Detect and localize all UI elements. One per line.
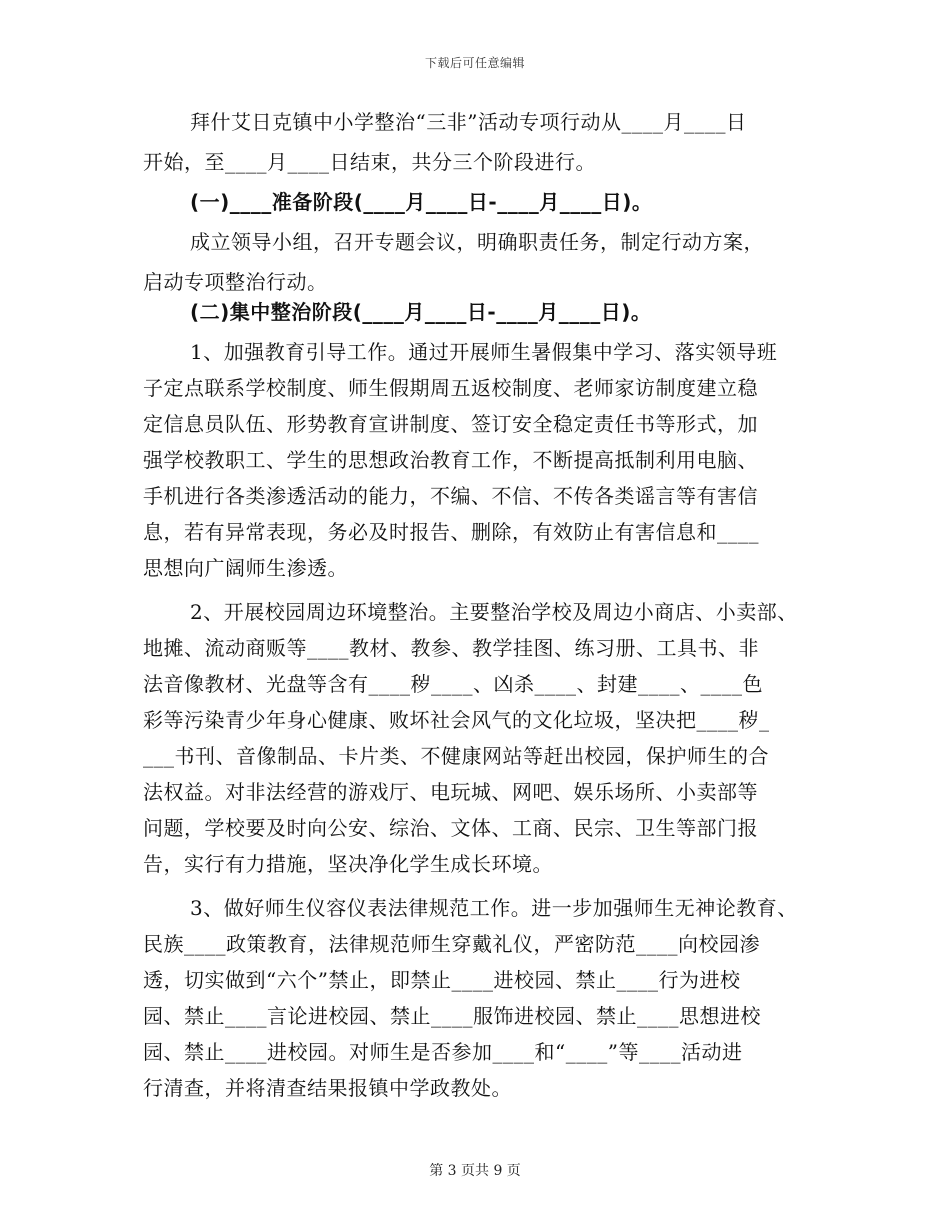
paragraph-line: 问题，学校要及时向公安、综治、文体、工商、民宗、卫生等部门报: [143, 816, 758, 840]
paragraph-line: 告，实行有力措施，坚决净化学生成长环境。: [143, 852, 553, 876]
paragraph-line: 手机进行各类渗透活动的能力，不编、不信、不传各类谣言等有害信: [143, 484, 758, 508]
paragraph-line: 透，切实做到“六个”禁止，即禁止____进校园、禁止____行为进校: [143, 968, 741, 992]
paragraph-line: 1、加强教育引导工作。通过开展师生暑假集中学习、落实领导班: [190, 340, 778, 364]
paragraph-line: ___书刊、音像制品、卡片类、不健康网站等赶出校园，保护师生的合: [143, 744, 769, 768]
section-heading-prep: (一)____准备阶段(____月____日-____月____日)。: [190, 190, 653, 214]
paragraph-line: 息，若有异常表现，务必及时报告、删除，有效防止有害信息和____: [143, 520, 759, 544]
paragraph-line: 3、做好师生仪容仪表法律规范工作。进一步加强师生无神论教育、: [190, 896, 798, 920]
paragraph-line: 法音像教材、光盘等含有____秽____、凶杀____、封建____、____色: [143, 672, 763, 696]
paragraph-line: 开始，至____月____日结束，共分三个阶段进行。: [143, 150, 596, 174]
paragraph-line: 法权益。对非法经营的游戏厅、电玩城、网吧、娱乐场所、小卖部等: [143, 780, 758, 804]
page-number: 第 3 页共 9 页: [429, 1163, 521, 1179]
section-heading-rectify: (二)集中整治阶段(____月____日-____月____日)。: [190, 300, 652, 324]
paragraph-line: 园、禁止____言论进校园、禁止____服饰进校园、禁止____思想进校: [143, 1004, 761, 1028]
page-header: 下载后可任意编辑: [424, 56, 525, 70]
paragraph-line: 地摊、流动商贩等____教材、教参、教学挂图、练习册、工具书、非: [143, 636, 759, 660]
paragraph-line: 强学校教职工、学生的思想政治教育工作，不断提高抵制利用电脑、: [143, 448, 758, 472]
paragraph-line: 行清查，并将清查结果报镇中学政教处。: [143, 1076, 512, 1100]
paragraph-line: 民族____政策教育，法律规范师生穿戴礼仪，严密防范____向校园渗: [143, 932, 760, 956]
paragraph-line: 2、开展校园周边环境整治。主要整治学校及周边小商店、小卖部、: [190, 600, 798, 624]
paragraph-line: 启动专项整治行动。: [143, 270, 328, 294]
paragraph-line: 思想向广阔师生渗透。: [143, 556, 348, 580]
paragraph-line: 园、禁止____进校园。对师生是否参加____和“____”等____活动进: [143, 1040, 743, 1064]
paragraph-line: 成立领导小组，召开专题会议，明确职责任务，制定行动方案，: [190, 230, 764, 254]
paragraph-line: 定信息员队伍、形势教育宣讲制度、签订安全稳定责任书等形式，加: [143, 412, 758, 436]
paragraph-line: 子定点联系学校制度、师生假期周五返校制度、老师家访制度建立稳: [143, 376, 758, 400]
paragraph-line: 拜什艾日克镇中小学整治“三非”活动专项行动从____月____日: [190, 110, 747, 134]
paragraph-line: 彩等污染青少年身心健康、败坏社会风气的文化垃圾，坚决把____秽_: [143, 708, 770, 732]
